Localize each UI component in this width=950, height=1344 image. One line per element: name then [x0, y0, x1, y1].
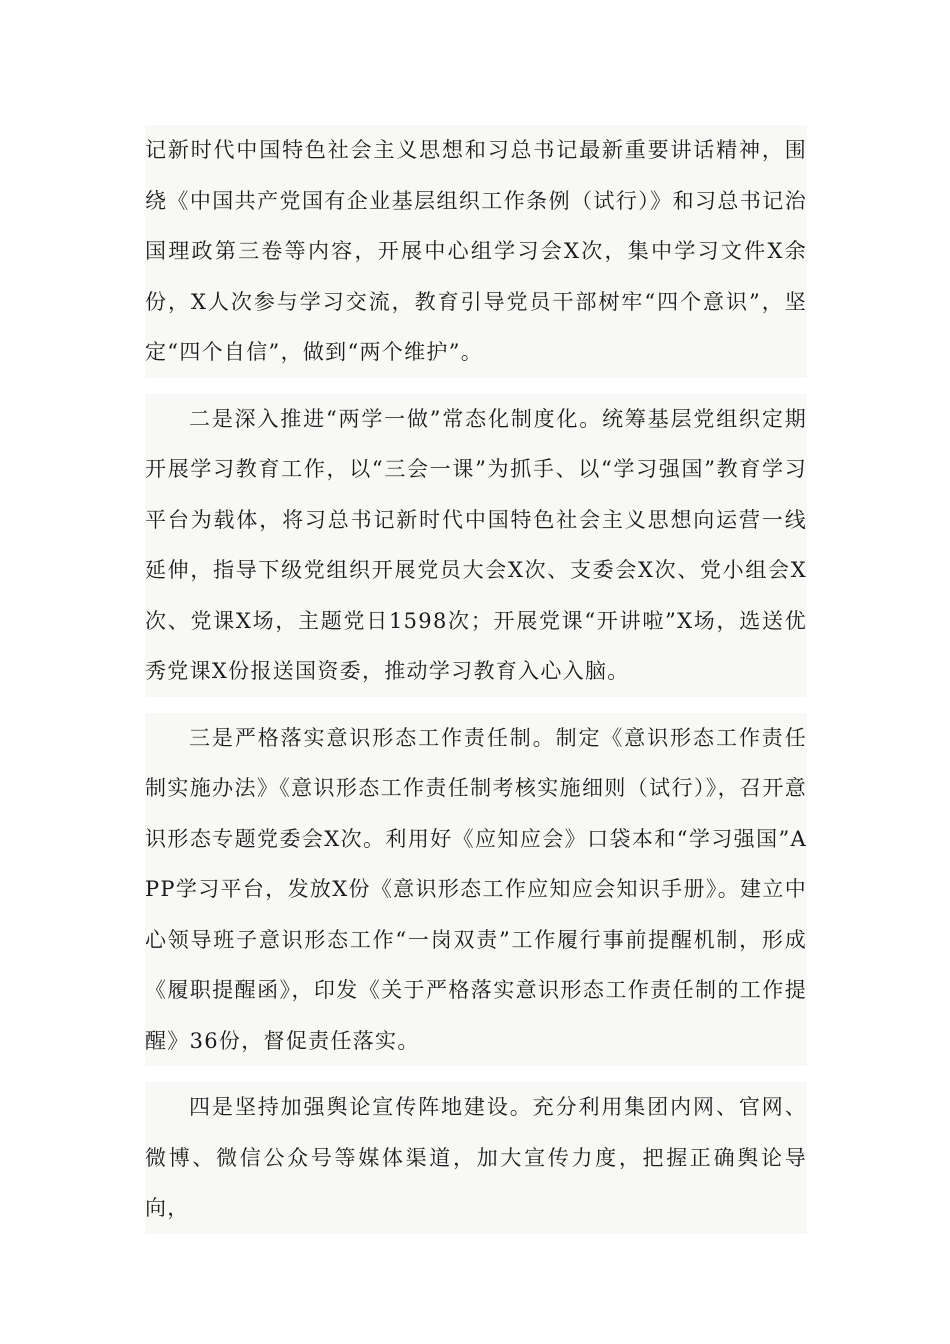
paragraph-gap	[0, 1066, 950, 1082]
paragraph-gap	[0, 697, 950, 713]
document-body	[145, 125, 807, 1234]
paragraph-gap	[0, 378, 950, 394]
paragraph-ideology-responsibility: 三是严格落实意识形态工作责任制。制定《意识形态工作责任制实施办法》《意识形态工作责任制考核实施细则（试行）》，召开意识形态专题党委会X次。利用好《应知应会》口袋本和“学习强国”APP学习平台，发放X份《意识形态工作应知应会知识手册》。建立中心领导班子意识形态工作“一岗双责”工作履行事前提醒机制，形成《履职提醒函》，印发《关于严格落实意识形态工作责任制的工作提醒》36份，督促责任落实。	[145, 725, 807, 1053]
paragraph-publicity-front: 四是坚持加强舆论宣传阵地建设。充分利用集团内网、官网、微博、微信公众号等媒体渠道，加大宣传力度，把握正确舆论导向，	[145, 1095, 807, 1220]
paragraph-two-study-one-do: 二是深入推进“两学一做”常态化制度化。统筹基层党组织定期开展学习教育工作，以“三会一课”为抓手、以“学习强国”教育学习平台为载体，将习总书记新时代中国特色社会主义思想向运营一线延伸，指导下级党组织开展党员大会X次、支委会X次、党小组会X次、党课X场，主题党日1598次；开展党课“开讲啦”X场，选送优秀党课X份报送国资委，推动学习教育入心入脑。	[145, 406, 807, 683]
paragraph-study-summary: 记新时代中国特色社会主义思想和习总书记最新重要讲话精神，围绕《中国共产党国有企业基层组织工作条例（试行）》和习总书记治国理政第三卷等内容，开展中心组学习会X次，集中学习文件X余份，X人次参与学习交流，教育引导党员干部树牢“四个意识”，坚定“四个自信”，做到“两个维护”。	[145, 138, 807, 364]
